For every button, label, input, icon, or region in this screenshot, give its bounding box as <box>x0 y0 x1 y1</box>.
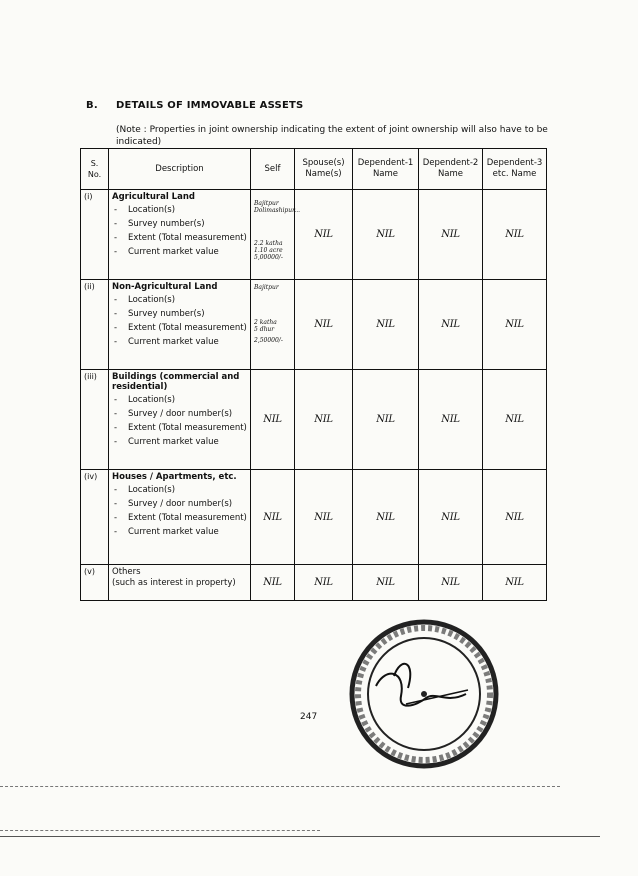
row-category: Non-Agricultural Land <box>112 282 218 292</box>
row-description <box>109 565 251 601</box>
spouse-value: NIL <box>295 370 353 470</box>
scan-divider <box>0 786 560 787</box>
self-value: NIL <box>251 565 295 601</box>
list-item: - Extent (Total measurement) <box>112 233 247 243</box>
header-self: Self <box>251 149 295 190</box>
row-category: Houses / Apartments, etc. <box>112 472 237 482</box>
list-item: - Survey / door number(s) <box>112 499 247 509</box>
row-description <box>109 280 251 370</box>
list-item: - Location(s) <box>112 395 247 405</box>
dependent-1-value: NIL <box>353 370 419 470</box>
list-item: - Current market value <box>112 337 247 347</box>
list-item: - Survey number(s) <box>112 219 247 229</box>
dependent-2-value: NIL <box>419 190 483 280</box>
row-sno: (iv) <box>81 470 109 565</box>
list-item: - Survey number(s) <box>112 309 247 319</box>
dependent-3-value: NIL <box>483 470 547 565</box>
handwritten-note: 2.2 katha 1.10 acre 5,00000/- <box>254 240 283 261</box>
row-items <box>112 205 247 257</box>
list-item: - Location(s) <box>112 295 247 305</box>
spouse-value: NIL <box>295 470 353 565</box>
handwritten-note: 2 katha 5 dhur <box>254 319 277 333</box>
dependent-1-value: NIL <box>353 565 419 601</box>
handwritten-note: 2,50000/- <box>254 337 283 344</box>
spouse-value: NIL <box>295 280 353 370</box>
row-description <box>109 370 251 470</box>
dependent-1-value: NIL <box>353 190 419 280</box>
header-dependent-1: Dependent-1 Name <box>353 149 419 190</box>
list-item: - Extent (Total measurement) <box>112 423 247 433</box>
row-sno: (v) <box>81 565 109 601</box>
list-item: - Location(s) <box>112 485 247 495</box>
list-item: - Current market value <box>112 437 247 447</box>
list-item: - Extent (Total measurement) <box>112 323 247 333</box>
table-row <box>81 190 547 280</box>
row-sno: (i) <box>81 190 109 280</box>
row-items <box>112 295 247 347</box>
section-heading <box>86 100 303 111</box>
header-dependent-3: Dependent-3 etc. Name <box>483 149 547 190</box>
dependent-3-value: NIL <box>483 565 547 601</box>
row-category-note: (such as interest in property) <box>112 578 236 588</box>
row-category: Agricultural Land <box>112 192 195 202</box>
list-item: - Extent (Total measurement) <box>112 513 247 523</box>
self-cell <box>251 280 295 370</box>
section-number: B. <box>86 100 98 111</box>
spouse-value: NIL <box>295 565 353 601</box>
list-item: - Survey / door number(s) <box>112 409 247 419</box>
row-items <box>112 485 247 537</box>
dependent-2-value: NIL <box>419 280 483 370</box>
handwritten-note: Bajitpur Dolimashipur... <box>254 200 301 214</box>
list-item: - Current market value <box>112 527 247 537</box>
official-seal-stamp <box>346 616 502 772</box>
header-spouse: Spouse(s) Name(s) <box>295 149 353 190</box>
table-row <box>81 565 547 601</box>
spouse-value: NIL <box>295 190 353 280</box>
row-category: Others <box>112 567 141 577</box>
dependent-3-value: NIL <box>483 190 547 280</box>
header-dependent-2: Dependent-2 Name <box>419 149 483 190</box>
dependent-2-value: NIL <box>419 470 483 565</box>
row-description <box>109 190 251 280</box>
page-number: 247 <box>300 712 318 722</box>
section-title: DETAILS OF IMMOVABLE ASSETS <box>116 100 304 111</box>
dependent-2-value: NIL <box>419 370 483 470</box>
row-description <box>109 470 251 565</box>
self-value: NIL <box>251 370 295 470</box>
table-row <box>81 280 547 370</box>
table-header-row <box>81 149 547 190</box>
header-description: Description <box>109 149 251 190</box>
row-sno: (ii) <box>81 280 109 370</box>
self-value: NIL <box>251 470 295 565</box>
header-sno: S. No. <box>81 149 109 190</box>
immovable-assets-table <box>80 148 547 601</box>
dependent-3-value: NIL <box>483 280 547 370</box>
table-row <box>81 470 547 565</box>
handwritten-note: Bajitpur <box>254 284 279 291</box>
scan-divider <box>0 836 600 837</box>
dependent-1-value: NIL <box>353 280 419 370</box>
section-note: (Note : Properties in joint ownership indicating the extent of joint ownership will also have to be indicated) <box>116 125 548 147</box>
list-item: - Location(s) <box>112 205 247 215</box>
dependent-3-value: NIL <box>483 370 547 470</box>
table-row <box>81 370 547 470</box>
dependent-2-value: NIL <box>419 565 483 601</box>
scan-divider <box>0 830 320 831</box>
self-cell <box>251 190 301 280</box>
dependent-1-value: NIL <box>353 470 419 565</box>
row-items <box>112 395 247 447</box>
row-sno: (iii) <box>81 370 109 470</box>
list-item: - Current market value <box>112 247 247 257</box>
row-category: Buildings (commercial and residential) <box>112 372 240 392</box>
signature-scribble <box>376 664 466 706</box>
